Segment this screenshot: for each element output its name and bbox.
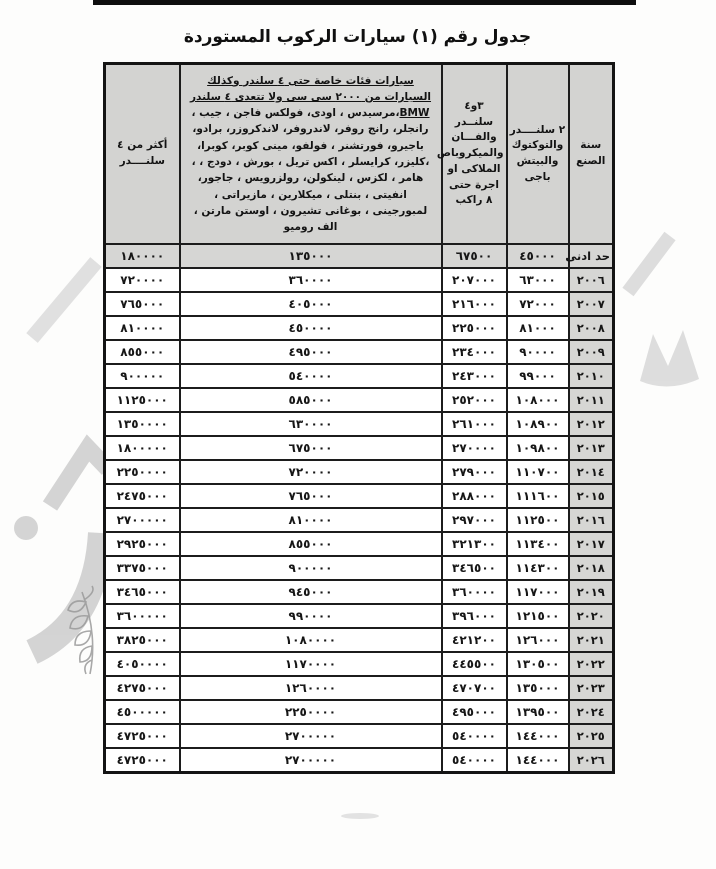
- cell-year: ٢٠٢١: [569, 628, 614, 652]
- cell-special: ٨١٠٠٠٠: [180, 508, 442, 532]
- cell-special: ٧٢٠٠٠٠: [180, 460, 442, 484]
- table-row: [105, 700, 614, 724]
- cell-cyl2: ١١٧٠٠٠: [507, 580, 569, 604]
- table-row: [105, 364, 614, 388]
- cell-cyl2: ٨١٠٠٠: [507, 316, 569, 340]
- table-row: [105, 292, 614, 316]
- cell-cyl2: ١١٢٥٠٠: [507, 508, 569, 532]
- cell-cyl34: ٢١٦٠٠٠: [442, 292, 507, 316]
- cell-cyl34: ٢٨٨٠٠٠: [442, 484, 507, 508]
- cell-cyl2: ١٤٤٠٠٠: [507, 748, 569, 773]
- cell-year: ٢٠٢٦: [569, 748, 614, 773]
- cell-special: ٧٦٥٠٠٠: [180, 484, 442, 508]
- cell-year: ٢٠١٧: [569, 532, 614, 556]
- header-3-4cyl: ٣و٤ سلنــدر والفـــان والميكروباص الملاكى او اجرة حتى ٨ راكب: [442, 64, 507, 245]
- table-row: [105, 484, 614, 508]
- cell-cyl34: ٢٦١٠٠٠: [442, 412, 507, 436]
- minimum-row: [105, 244, 614, 268]
- page-edge-bar: [93, 0, 636, 5]
- cell-year: حد ادنى: [569, 244, 614, 268]
- cell-over4: ٣٨٢٥٠٠٠: [105, 628, 180, 652]
- cell-cyl2: ١٠٨٠٠٠: [507, 388, 569, 412]
- cell-cyl34: ٢٧٠٠٠٠: [442, 436, 507, 460]
- cell-year: ٢٠١٩: [569, 580, 614, 604]
- table-row: [105, 652, 614, 676]
- header-2cyl: ٢ سلنــــدر والتوكتوك والبيتش باجى: [507, 64, 569, 245]
- cell-special: ١٢٦٠٠٠٠: [180, 676, 442, 700]
- table-row: [105, 388, 614, 412]
- cell-special: ٥٤٠٠٠٠: [180, 364, 442, 388]
- cell-special: ٩٤٥٠٠٠: [180, 580, 442, 604]
- cell-over4: ٢٧٠٠٠٠٠: [105, 508, 180, 532]
- cell-year: ٢٠٢٠: [569, 604, 614, 628]
- cell-cyl34: ٢٤٣٠٠٠: [442, 364, 507, 388]
- table-header: [105, 64, 614, 245]
- header-year: سنة الصنع: [569, 64, 614, 245]
- table-row: [105, 508, 614, 532]
- cell-cyl34: ٥٤٠٠٠٠: [442, 748, 507, 773]
- cell-special: ١١٧٠٠٠٠: [180, 652, 442, 676]
- scan-smudge: [341, 813, 379, 819]
- cell-cyl2: ٤٥٠٠٠: [507, 244, 569, 268]
- cell-over4: ٤٥٠٠٠٠٠: [105, 700, 180, 724]
- cell-year: ٢٠١٨: [569, 556, 614, 580]
- table-row: [105, 412, 614, 436]
- cell-cyl34: ٢٩٧٠٠٠: [442, 508, 507, 532]
- cell-over4: ٧٢٠٠٠٠: [105, 268, 180, 292]
- cell-over4: ٢٤٧٥٠٠٠: [105, 484, 180, 508]
- cell-special: ٩٩٠٠٠٠: [180, 604, 442, 628]
- cell-cyl34: ٣٩٦٠٠٠: [442, 604, 507, 628]
- cell-special: ١٠٨٠٠٠٠: [180, 628, 442, 652]
- watermark-stroke: [14, 262, 108, 652]
- cell-year: ٢٠١٤: [569, 460, 614, 484]
- cell-year: ٢٠٠٩: [569, 340, 614, 364]
- cell-over4: ٨٥٥٠٠٠: [105, 340, 180, 364]
- cell-special: ٤٥٠٠٠٠: [180, 316, 442, 340]
- cell-year: ٢٠٢٢: [569, 652, 614, 676]
- cell-year: ٢٠١٠: [569, 364, 614, 388]
- cell-cyl34: ٥٤٠٠٠٠: [442, 724, 507, 748]
- cell-year: ٢٠١٢: [569, 412, 614, 436]
- cell-year: ٢٠٢٤: [569, 700, 614, 724]
- cell-cyl34: ٣٤٦٥٠٠: [442, 556, 507, 580]
- cell-year: ٢٠٢٣: [569, 676, 614, 700]
- cell-special: ١٣٥٠٠٠: [180, 244, 442, 268]
- table-row: [105, 748, 614, 773]
- cell-cyl34: ٤٤٥٥٠٠: [442, 652, 507, 676]
- table-row: [105, 268, 614, 292]
- cell-cyl2: ١١١٦٠٠: [507, 484, 569, 508]
- cell-year: ٢٠١٦: [569, 508, 614, 532]
- laurel-branch-watermark: [68, 586, 93, 674]
- cell-over4: ٨١٠٠٠٠: [105, 316, 180, 340]
- cell-cyl2: ١٣٥٠٠٠: [507, 676, 569, 700]
- cell-special: ٢٧٠٠٠٠٠: [180, 748, 442, 773]
- header-special-brands: ،مرسيدس ، اودى، فولكس فاجن ، جيب ، رانجلر، رانج روفر، لاندروفر، لاندكروزر، برادو، باجيرو، فورتشنر ، فولفو، مينى كوبر، كوبرا، ،كليزر، كرايسلر ، اكس تريل ، بورش ، دودج ، ، هامر ، لكزس ، لينكولن، رولزرويس ، جاجور، انفيتى ، بنتلى ، ميكلارين ، مازيراتى ، لمبورجينى ، بوغانى تشيرون ، اوستن مارتن ، الف روميو: [191, 107, 430, 234]
- cell-over4: ١٨٠٠٠٠٠: [105, 436, 180, 460]
- cell-cyl34: ٣٦٠٠٠٠: [442, 580, 507, 604]
- cell-over4: ١٨٠٠٠٠: [105, 244, 180, 268]
- cell-cyl34: ٤٢١٢٠٠: [442, 628, 507, 652]
- cell-special: ٣٦٠٠٠٠: [180, 268, 442, 292]
- cell-cyl2: ١١٣٤٠٠: [507, 532, 569, 556]
- cell-over4: ٤٠٥٠٠٠٠: [105, 652, 180, 676]
- cell-cyl34: ٢٥٢٠٠٠: [442, 388, 507, 412]
- cell-special: ٤٠٥٠٠٠: [180, 292, 442, 316]
- cell-over4: ٤٧٢٥٠٠٠: [105, 748, 180, 773]
- cell-year: ٢٠٠٧: [569, 292, 614, 316]
- header-special-categories: [180, 64, 442, 245]
- cell-cyl2: ٩٠٠٠٠: [507, 340, 569, 364]
- table-row: [105, 580, 614, 604]
- cell-cyl2: ١٣٩٥٠٠: [507, 700, 569, 724]
- table-row: [105, 460, 614, 484]
- cell-over4: ٣٤٦٥٠٠٠: [105, 580, 180, 604]
- cell-cyl34: ٢٧٩٠٠٠: [442, 460, 507, 484]
- cell-cyl34: ٤٧٠٧٠٠: [442, 676, 507, 700]
- cell-special: ٦٣٠٠٠٠: [180, 412, 442, 436]
- table-row: [105, 628, 614, 652]
- cell-over4: ٢٢٥٠٠٠٠: [105, 460, 180, 484]
- watermark-stroke: [628, 236, 699, 387]
- cell-cyl2: ١٢٦٠٠٠: [507, 628, 569, 652]
- table-body: [105, 244, 614, 773]
- cell-special: ٨٥٥٠٠٠: [180, 532, 442, 556]
- cell-over4: ٣٣٧٥٠٠٠: [105, 556, 180, 580]
- cell-year: ٢٠١٣: [569, 436, 614, 460]
- table-row: [105, 724, 614, 748]
- cell-cyl34: ٢٢٥٠٠٠: [442, 316, 507, 340]
- cell-year: ٢٠٢٥: [569, 724, 614, 748]
- cell-cyl2: ٧٢٠٠٠: [507, 292, 569, 316]
- cell-special: ٦٧٥٠٠٠: [180, 436, 442, 460]
- cell-cyl2: ١٢١٥٠٠: [507, 604, 569, 628]
- table-row: [105, 436, 614, 460]
- cell-special: ٢٧٠٠٠٠٠: [180, 724, 442, 748]
- cell-cyl2: ١٣٠٥٠٠: [507, 652, 569, 676]
- cell-cyl34: ٤٩٥٠٠٠: [442, 700, 507, 724]
- cell-over4: ٤٢٧٥٠٠٠: [105, 676, 180, 700]
- cell-cyl2: ١٠٨٩٠٠: [507, 412, 569, 436]
- cell-year: ٢٠١٥: [569, 484, 614, 508]
- header-special-intro: سيارات فئات خاصة حتى ٤ سلندر وكذلك السيارات من ٢٠٠٠ سى سى ولا تتعدى ٤ سلندر BMW: [189, 74, 432, 120]
- cell-cyl34: ٣٢١٣٠٠: [442, 532, 507, 556]
- cell-over4: ١١٢٥٠٠٠: [105, 388, 180, 412]
- page-title: جدول رقم (١) سيارات الركوب المستوردة: [183, 27, 532, 47]
- cell-cyl2: ١٠٩٨٠٠: [507, 436, 569, 460]
- cell-year: ٢٠١١: [569, 388, 614, 412]
- cell-over4: ٧٦٥٠٠٠: [105, 292, 180, 316]
- cell-over4: ١٣٥٠٠٠٠: [105, 412, 180, 436]
- cell-year: ٢٠٠٨: [569, 316, 614, 340]
- cell-special: ٥٨٥٠٠٠: [180, 388, 442, 412]
- cell-special: ٩٠٠٠٠٠: [180, 556, 442, 580]
- cell-cyl2: ١١٠٧٠٠: [507, 460, 569, 484]
- table-row: [105, 316, 614, 340]
- cell-cyl2: ١١٤٣٠٠: [507, 556, 569, 580]
- cell-year: ٢٠٠٦: [569, 268, 614, 292]
- cell-cyl2: ١٤٤٠٠٠: [507, 724, 569, 748]
- cell-special: ٢٢٥٠٠٠٠: [180, 700, 442, 724]
- cell-cyl34: ٦٧٥٠٠: [442, 244, 507, 268]
- cell-over4: ٢٩٢٥٠٠٠: [105, 532, 180, 556]
- cell-over4: ٣٦٠٠٠٠٠: [105, 604, 180, 628]
- cell-cyl34: ٢٣٤٠٠٠: [442, 340, 507, 364]
- cell-over4: ٩٠٠٠٠٠: [105, 364, 180, 388]
- cell-cyl2: ٦٣٠٠٠: [507, 268, 569, 292]
- table-row: [105, 556, 614, 580]
- cell-cyl2: ٩٩٠٠٠: [507, 364, 569, 388]
- cell-cyl34: ٢٠٧٠٠٠: [442, 268, 507, 292]
- vehicle-valuation-table: [103, 62, 615, 774]
- header-over-4cyl: أكثر من ٤ سلنــــدر: [105, 64, 180, 245]
- cell-over4: ٤٧٢٥٠٠٠: [105, 724, 180, 748]
- cell-special: ٤٩٥٠٠٠: [180, 340, 442, 364]
- table-row: [105, 604, 614, 628]
- table-row: [105, 676, 614, 700]
- table-row: [105, 340, 614, 364]
- table-row: [105, 532, 614, 556]
